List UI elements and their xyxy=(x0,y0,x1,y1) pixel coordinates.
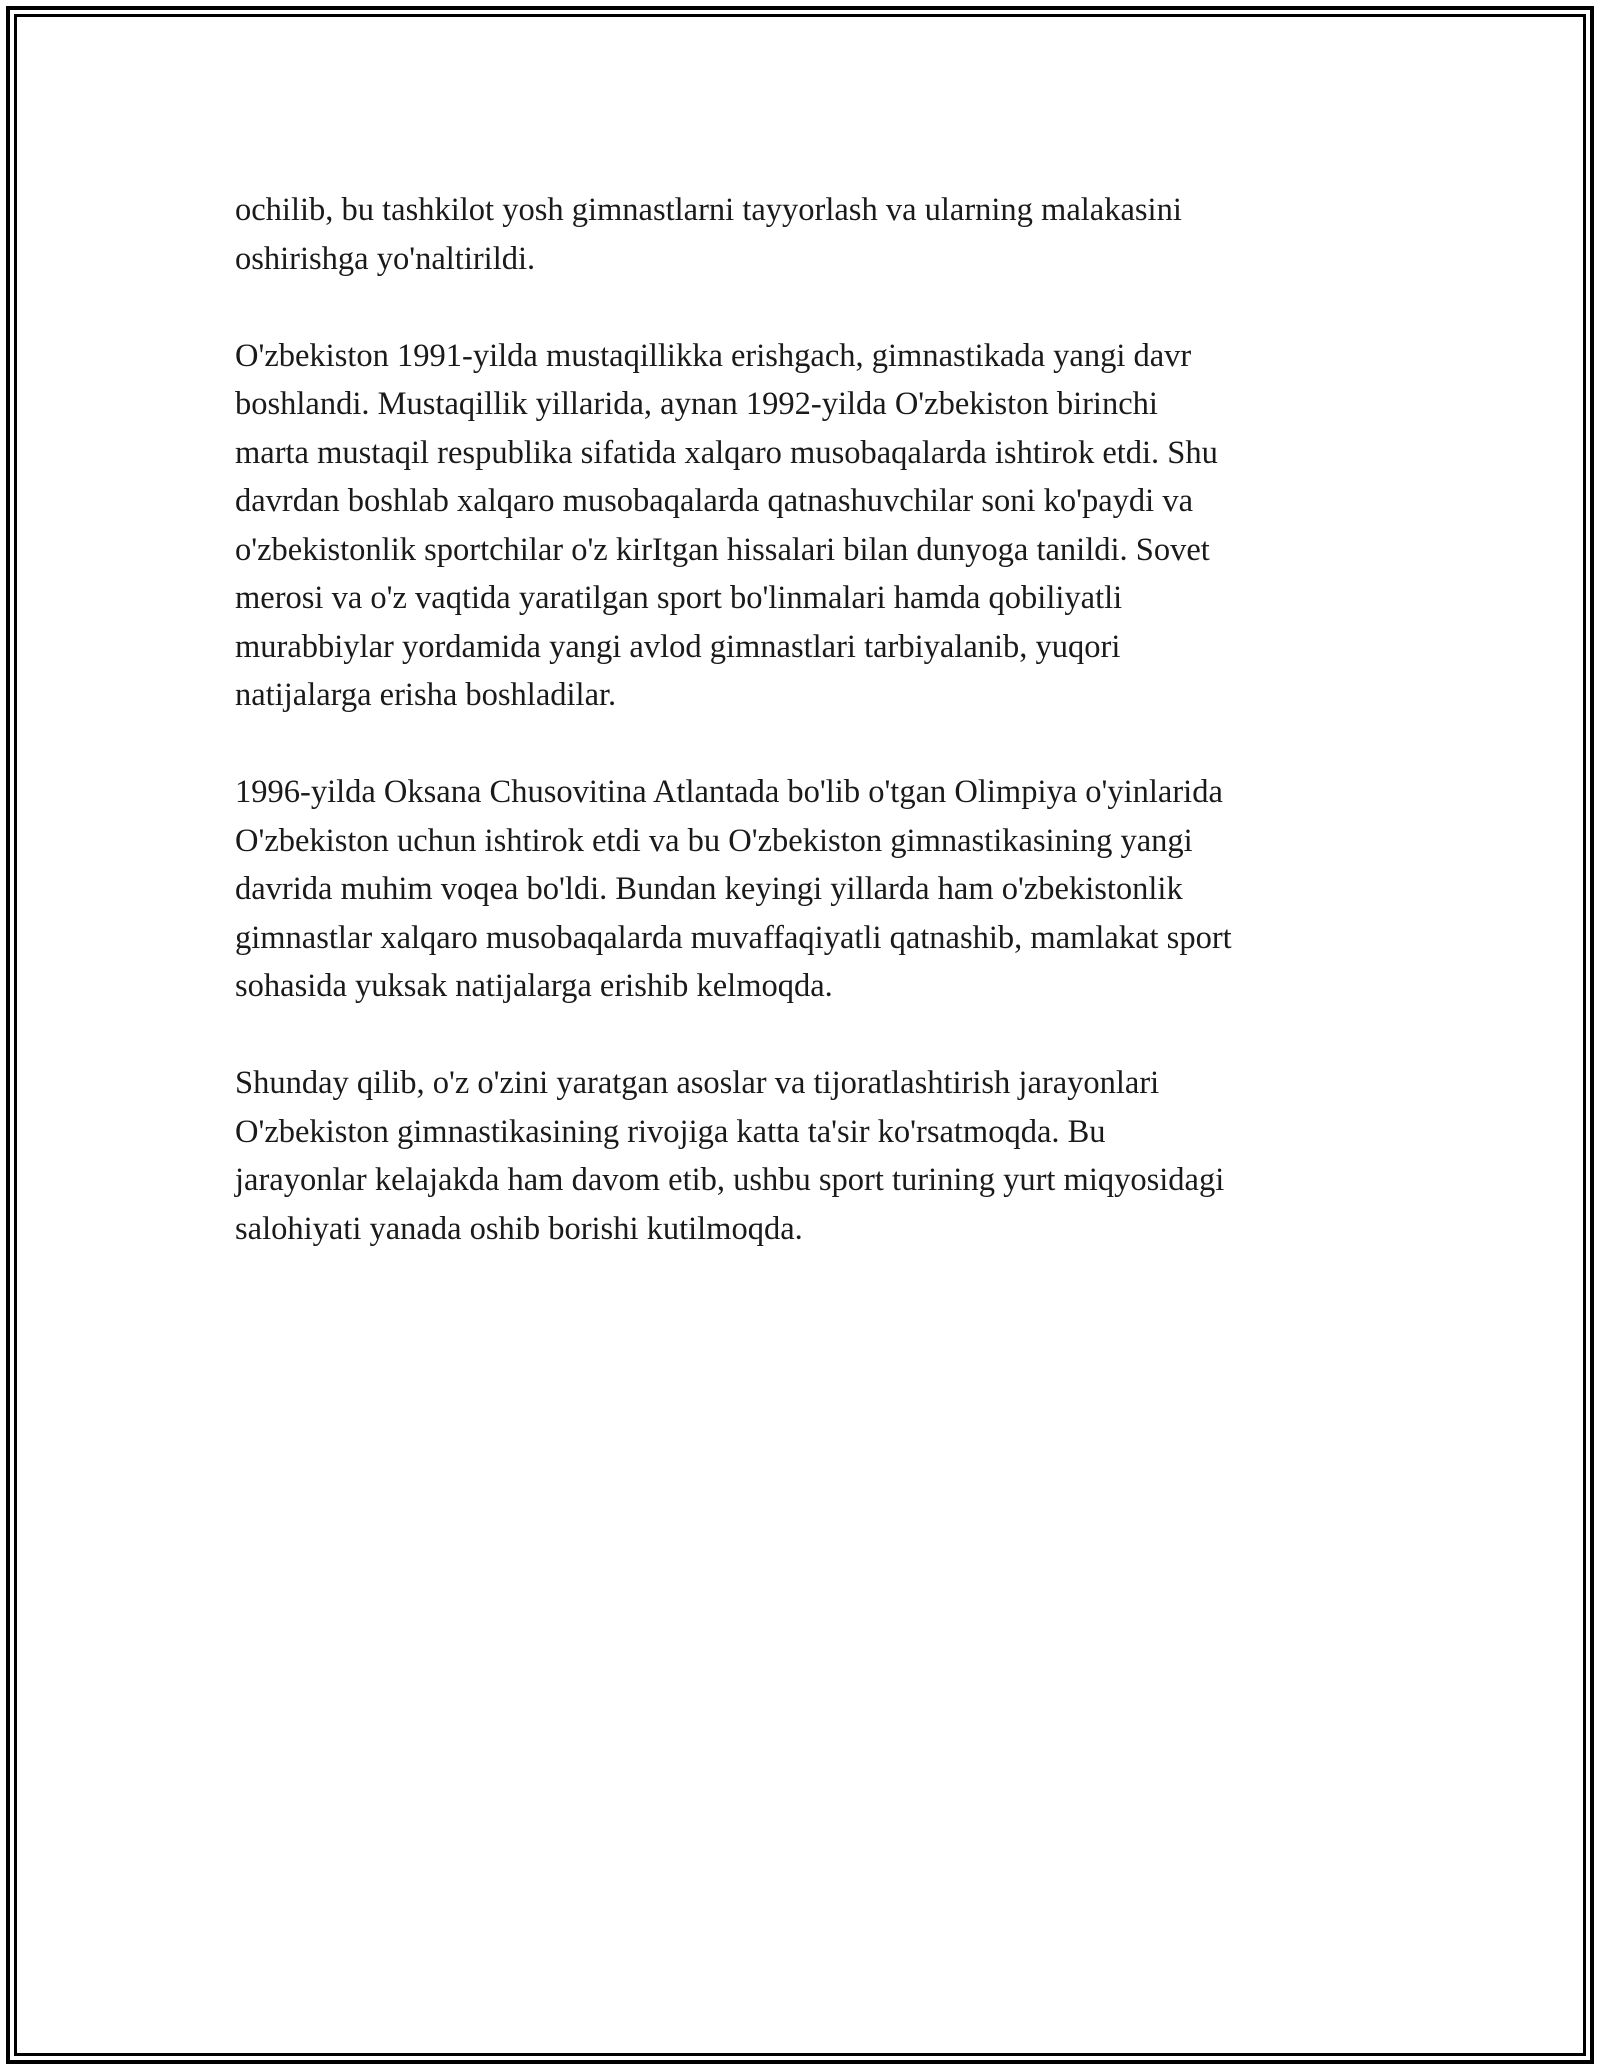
paragraph: Shunday qilib, o'z o'zini yaratgan asoslar va tijoratlashtirish jarayonlari O'zbekiston gimnastikasining rivojiga katta ta'sir ko'rsatmoqda. Bu jarayonlar kelajakda ham davom etib, ushbu sport turining yurt miqyosidagi salohiyati yanada oshib borishi kutilmoqda. xyxy=(235,1065,1225,1247)
paragraph: ochilib, bu tashkilot yosh gimnastlarni tayyorlash va ularning malakasini oshirishga yo'naltirildi. xyxy=(235,192,1182,277)
document-body xyxy=(235,186,1375,1302)
paragraph: 1996-yilda Oksana Chusovitina Atlantada bo'lib o'tgan Olimpiya o'yinlarida O'zbekiston uchun ishtirok etdi va bu O'zbekiston gimnastikasining yangi davrida muhim voqea bo'ldi. Bundan keyingi yillarda ham o'zbekistonlik gimnastlar xalqaro musobaqalarda muvaffaqiyatli qatnashib, mamlakat sport sohasida yuksak natijalarga erishib kelmoqda. xyxy=(235,774,1232,1004)
paragraph: O'zbekiston 1991-yilda mustaqillikka erishgach, gimnastikada yangi davr boshlandi. Mustaqillik yillarida, aynan 1992-yilda O'zbekiston birinchi marta mustaqil respublika sifatida xalqaro musobaqalarda ishtirok etdi. Shu davrdan boshlab xalqaro musobaqalarda qatnashuvchilar soni ko'paydi va o'zbekistonlik sportchilar o'z kirItgan hissalari bilan dunyoga tanildi. Sovet merosi va o'z vaqtida yaratilgan sport bo'linmalari hamda qobiliyatli murabbiylar yordamida yangi avlod gimnastlari tarbiyalanib, yuqori natijalarga erisha boshladilar. xyxy=(235,337,1218,713)
